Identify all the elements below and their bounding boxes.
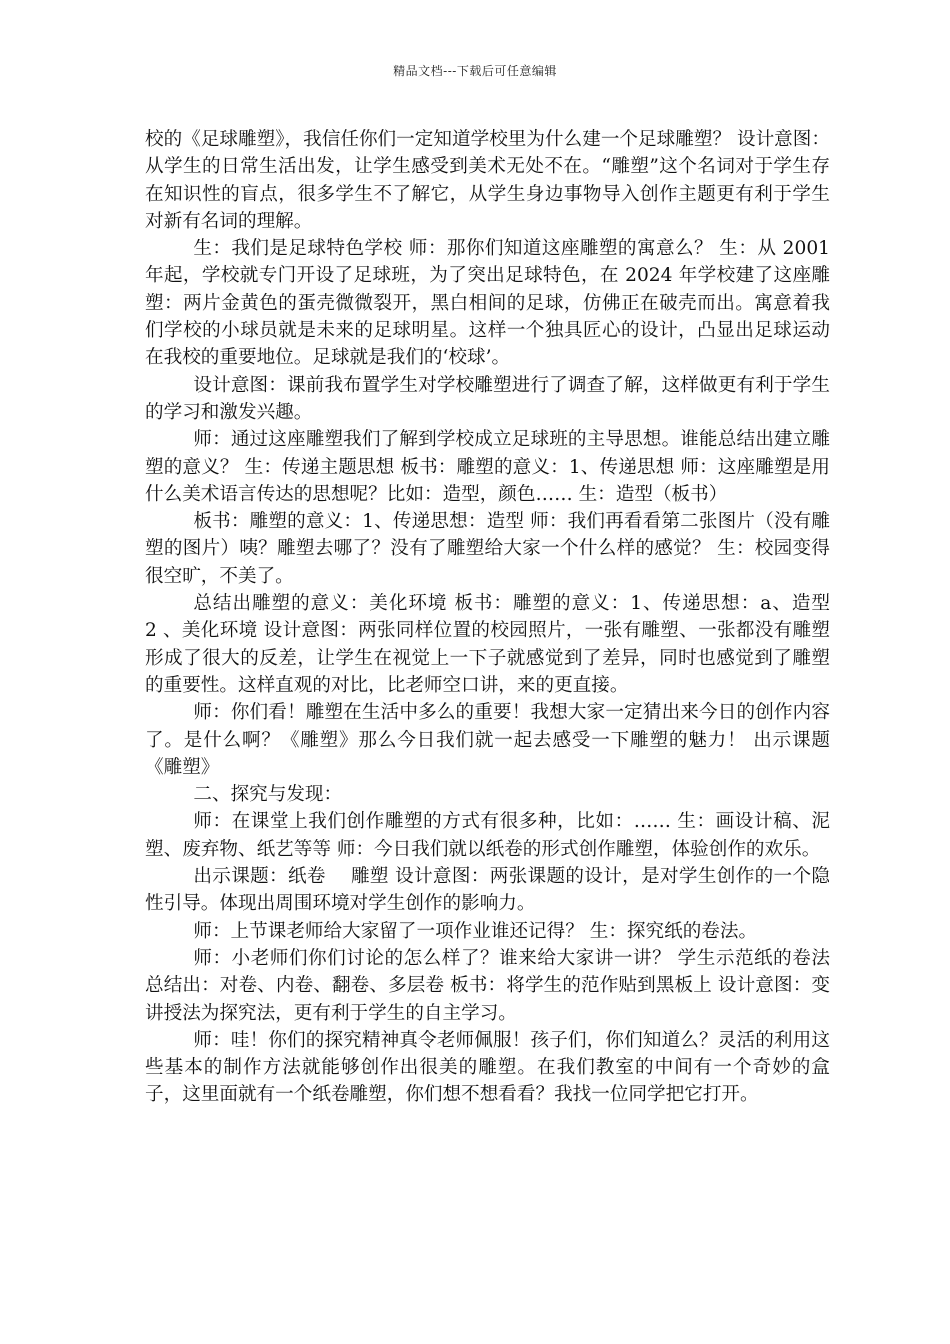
document-body <box>145 126 855 1109</box>
paragraph: 师：在课堂上我们创作雕塑的方式有很多种，比如：…… 生：画设计稿、泥塑、废弃物、纸艺等等 师：今日我们就以纸卷的形式创作雕塑，体验创作的欢乐。 <box>145 811 830 860</box>
paragraph: 师：你们看！雕塑在生活中多么的重要！我想大家一定猜出来今日的创作内容了。是什么啊？《雕塑》那么今日我们就一起去感受一下雕塑的魅力！ 出示课题《雕塑》 <box>145 702 830 778</box>
paragraph: 生：我们是足球特色学校 师：那你们知道这座雕塑的寓意么？ 生：从 2001 年起，学校就专门开设了足球班，为了突出足球特色，在 2024 年学校建了这座雕塑：两片金黄色的蛋壳微微裂开，黑白相间的足球，仿佛正在破壳而出。寓意着我们学校的小球员就是未来的足球明星。这样一个独具匠心的设计，凸显出足球运动在我校的重要地位。足球就是我们的‘校球’。 <box>145 238 830 369</box>
paragraph: 出示课题：纸卷 雕塑 设计意图：两张课题的设计，是对学生创作的一个隐性引导。体现出周围环境对学生创作的影响力。 <box>145 866 830 915</box>
paragraph: 师：小老师们你们讨论的怎么样了？谁来给大家讲一讲？ 学生示范纸的卷法总结出：对卷、内卷、翻卷、多层卷 板书：将学生的范作贴到黑板上 设计意图：变讲授法为探究法，更有利于学生的自主学习。 <box>145 947 830 1024</box>
paragraph: 师：上节课老师给大家留了一项作业谁还记得？ 生：探究纸的卷法。 <box>193 920 758 942</box>
section-heading: 二、探究与发现： <box>193 784 343 806</box>
paragraph: 师：哇！你们的探究精神真令老师佩服！孩子们，你们知道么？灵活的利用这些基本的制作方法就能够创作出很美的雕塑。在我们教室的中间有一个奇妙的盒子，这里面就有一个纸卷雕塑，你们想不想看看？我找一位同学把它打开。 <box>145 1029 830 1106</box>
paragraph: 总结出雕塑的意义：美化环境 板书：雕塑的意义：1、传递思想：a、造型 2 、美化环境 设计意图：两张同样位置的校园照片，一张有雕塑、一张都没有雕塑形成了很大的反差，让学生在视觉上一下子就感觉到了差异，同时也感觉到了雕塑的重要性。这样直观的对比，比老师空口讲，来的更直接。 <box>145 593 855 696</box>
paragraph: 校的《足球雕塑》，我信任你们一定知道学校里为什么建一个足球雕塑？ 设计意图：从学生的日常生活出发，让学生感受到美术无处不在。“雕塑”这个名词对于学生存在知识性的盲点，很多学生不了解它，从学生身边事物导入创作主题更有利于学生对新有名词的理解。 <box>145 129 830 232</box>
paragraph: 设计意图：课前我布置学生对学校雕塑进行了调查了解，这样做更有利于学生的学习和激发兴趣。 <box>145 374 830 423</box>
page-header: 精品文档---下载后可任意编辑 <box>393 64 557 78</box>
paragraph: 板书：雕塑的意义：1、传递思想：造型 师：我们再看看第二张图片（没有雕塑的图片）咦？雕塑去哪了？没有了雕塑给大家一个什么样的感觉？ 生：校园变得很空旷，不美了。 <box>145 511 830 587</box>
paragraph: 师：通过这座雕塑我们了解到学校成立足球班的主导思想。谁能总结出建立雕塑的意义？ 生：传递主题思想 板书：雕塑的意义：1、传递思想 师：这座雕塑是用什么美术语言传达的思想呢？比如：造型，颜色…… 生：造型（板书） <box>145 429 830 505</box>
